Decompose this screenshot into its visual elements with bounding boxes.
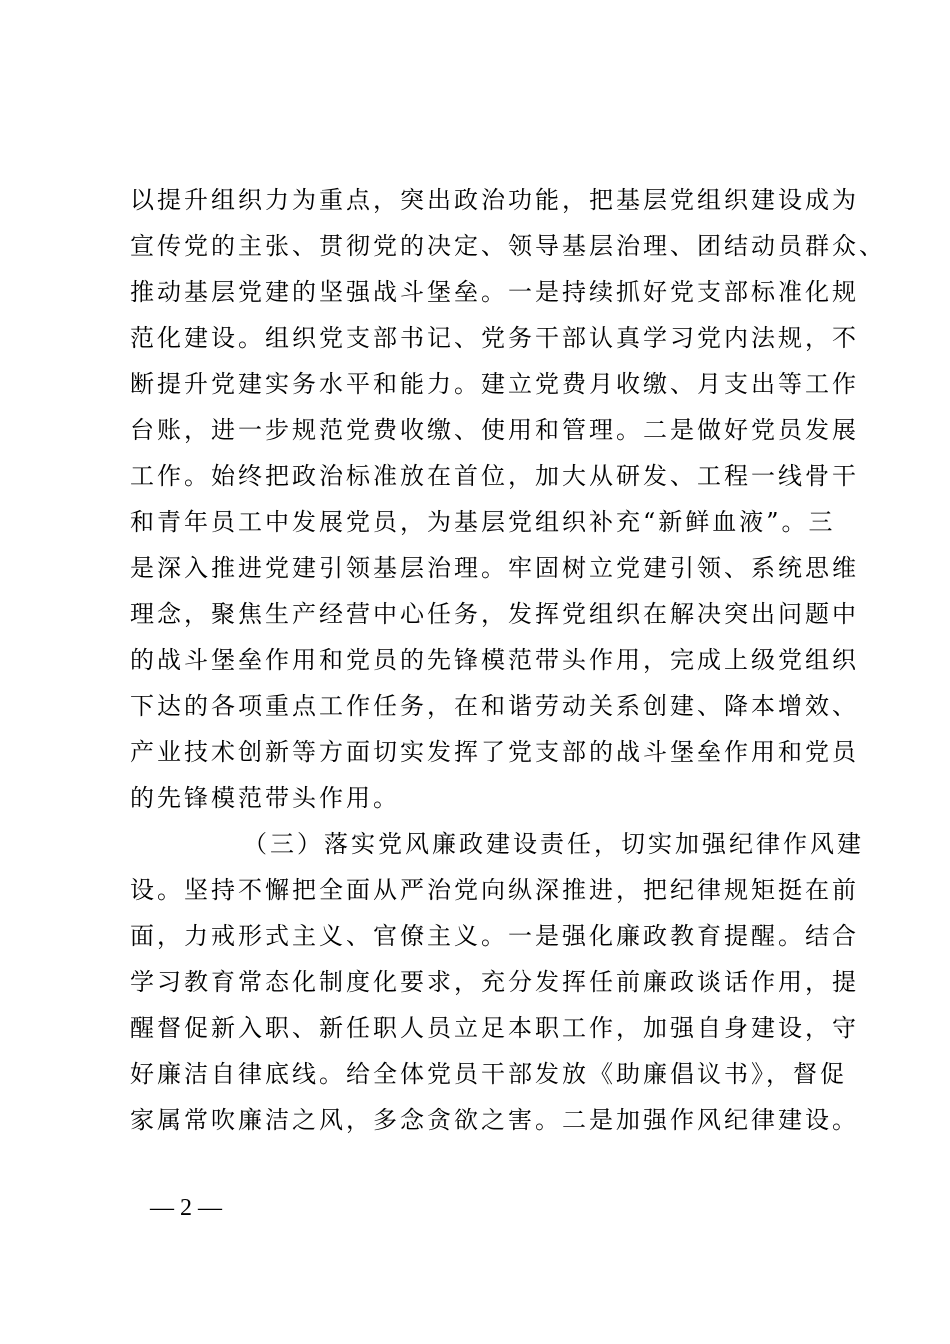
text-line: 设。坚持不懈把全面从严治党向纵深推进，把纪律规矩挺在前 (130, 876, 859, 904)
text-line: 下达的各项重点工作任务，在和谐劳动关系创建、降本增效、 (130, 692, 859, 720)
text-line: 面，力戒形式主义、官僚主义。一是强化廉政教育提醒。结合 (130, 922, 859, 950)
text-line: 台账，进一步规范党费收缴、使用和管理。二是做好党员发展 (130, 416, 859, 444)
text-line: 家属常吹廉洁之风，多念贪欲之害。二是加强作风纪律建设。 (130, 1106, 859, 1134)
text-line: 产业技术创新等方面切实发挥了党支部的战斗堡垒作用和党员 (130, 738, 859, 766)
text-line: 范化建设。组织党支部书记、党务干部认真学习党内法规，不 (130, 324, 859, 352)
text-line: 的战斗堡垒作用和党员的先锋模范带头作用，完成上级党组织 (130, 646, 859, 674)
text-line: 推动基层党建的坚强战斗堡垒。一是持续抓好党支部标准化规 (130, 278, 859, 306)
page-number: — 2 — (150, 1195, 222, 1221)
text-line: 和青年员工中发展党员，为基层党组织补充“新鲜血液”。三 (130, 508, 836, 536)
text-line: 工作。始终把政治标准放在首位，加大从研发、工程一线骨干 (130, 462, 859, 490)
section-heading-line: （三）落实党风廉政建设责任，切实加强纪律作风建 (243, 830, 864, 858)
text-line: 宣传党的主张、贯彻党的决定、领导基层治理、团结动员群众、 (130, 232, 886, 260)
text-line: 的先锋模范带头作用。 (130, 784, 400, 812)
text-line: 理念，聚焦生产经营中心任务，发挥党组织在解决突出问题中 (130, 600, 859, 628)
text-line: 是深入推进党建引领基层治理。牢固树立党建引领、系统思维 (130, 554, 859, 582)
text-line: 断提升党建实务水平和能力。建立党费月收缴、月支出等工作 (130, 370, 859, 398)
text-line: 好廉洁自律底线。给全体党员干部发放《助廉倡议书》，督促 (130, 1060, 847, 1088)
text-line: 学习教育常态化制度化要求，充分发挥任前廉政谈话作用，提 (130, 968, 859, 996)
text-line: 以提升组织力为重点，突出政治功能，把基层党组织建设成为 (130, 186, 859, 214)
text-line: 醒督促新入职、新任职人员立足本职工作，加强自身建设，守 (130, 1014, 859, 1042)
